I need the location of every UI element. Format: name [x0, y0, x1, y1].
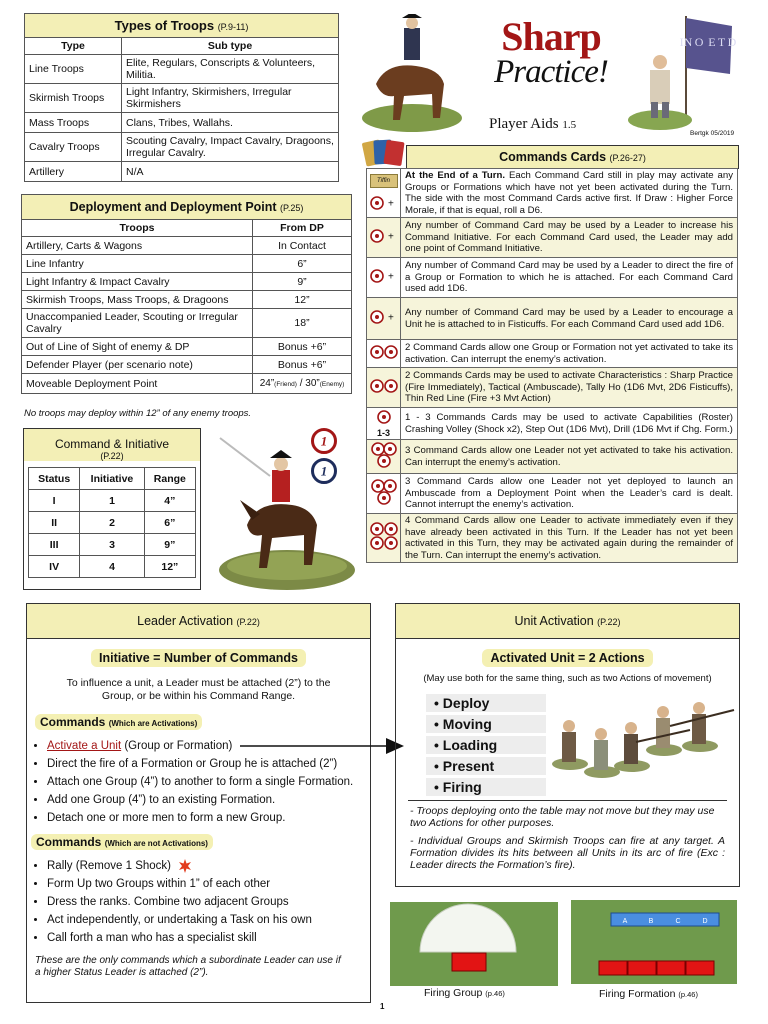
table-cell: 3 [80, 534, 144, 556]
svg-text:+: + [387, 198, 394, 210]
list-item: • Direct the fire of a Formation or Group he is attached (2”) [47, 755, 370, 773]
deployment-title: Deployment and Deployment Point (P.25) [22, 195, 352, 220]
table-cell: III [29, 534, 80, 556]
command-card-row [367, 340, 738, 368]
command-card-cost-icon [367, 258, 401, 298]
command-card-cost-icon [367, 514, 401, 563]
command-card-body-text: 2 Command Cards allow one Group or Formation not yet activated to take its activation. Can interrupt the enemy’s activation. [405, 342, 733, 365]
command-card-body-text: 4 Command Cards allow one Leader to activate immediately even if they have already been activated in this Turn. If the Leader has not yet been activated in this Turn, they may be activated again during the remainder of the Turn. Can interrupt the enemy’s activation. [405, 515, 733, 561]
command-card-row [367, 440, 738, 474]
leader-influence-text: To influence a unit, a Leader must be attached (2”) to the Group, or be within his Command Range. [66, 677, 331, 702]
command-card-body-text: 2 Commands Cards may be used to activate Characteristics : Sharp Practice (Fire Immediately), Tactical (Ambuscade), Tally Ho (1D6 Mvt, 2D6 Fisticuffs), Thin Red Line (Fire +3 Mvt Action) [405, 370, 733, 405]
leader-footnote: These are the only commands which a subordinate Leader can use if a higher Status Leader is attached (2”). [35, 955, 341, 978]
table-cell: Artillery [25, 162, 122, 182]
actions-pill: Activated Unit = 2 Actions [482, 649, 652, 667]
command-card-row [367, 514, 738, 563]
cavalry-officer-miniature [212, 430, 357, 592]
table-cell: Elite, Regulars, Conscripts & Volunteers, Militia. [122, 55, 339, 84]
svg-text:+: + [387, 271, 394, 283]
credit-text: Bertgk 05/2019 [690, 130, 735, 137]
troops-header-type: Type [25, 38, 122, 55]
command-card-body-text: 3 Command Cards allow one Leader not yet activated to take his activation. Can interrupt the enemy’s activation. [405, 445, 733, 468]
initiative-panel [23, 428, 201, 590]
table-cell: Cavalry Troops [25, 133, 122, 162]
player-aids-subtitle: Player Aids 1.5 [489, 116, 577, 132]
command-card-text [401, 514, 738, 563]
initiative-header-range: Range [144, 468, 195, 490]
action-moving: • Moving [426, 715, 546, 733]
command-card-text [401, 440, 738, 474]
table-cell: Skirmish Troops, Mass Troops, & Dragoons [22, 291, 253, 309]
table-cell: Bonus +6” [253, 338, 352, 356]
firing-formation-diagram [571, 900, 737, 984]
table-cell: 12” [144, 556, 195, 578]
command-card-row [367, 368, 738, 408]
table-cell: N/A [122, 162, 339, 182]
leader-title: Leader Activation (P.22) [27, 604, 370, 639]
command-card-cost-icon [367, 340, 401, 368]
table-cell: 18” [253, 309, 352, 338]
firing-formation-label: Firing Formation (p.46) [599, 988, 698, 1000]
command-card-row [367, 169, 738, 218]
list-item: • Call forth a man who has a specialist skill [47, 929, 370, 947]
command-card-cost-icon [367, 169, 401, 218]
command-card-body-text: Each Command Card still in play may activate any Groups or Formations which have not yet been activated during the Turn. The side with the most Command Cards active first. If Draw : Higher Force Morale, if that is equal, roll a D6. [405, 170, 733, 216]
action-deploy: • Deploy [426, 694, 546, 712]
commands-title: Commands Cards (P.26-27) [406, 145, 739, 169]
list-item: • Form Up two Groups within 1” of each other [47, 875, 370, 893]
svg-text:+: + [387, 231, 394, 243]
firing-group-diagram [390, 902, 558, 986]
command-card-cost-icon [367, 474, 401, 514]
page-number: 1 [380, 1002, 385, 1011]
initiative-table [28, 467, 196, 578]
table-cell: 6” [144, 512, 195, 534]
logo-line-2: Practice! [494, 54, 608, 90]
command-card-bold-text: At the End of a Turn. [405, 170, 506, 181]
formation-letter-c: C [675, 918, 681, 925]
formation-letter-d: D [702, 918, 708, 925]
command-card-cost-icon [367, 298, 401, 340]
command-card-text [401, 258, 738, 298]
table-cell: IV [29, 556, 80, 578]
non-activation-heading: Commands (Which are not Activations) [31, 834, 213, 850]
command-card-cost-icon [367, 408, 401, 440]
table-cell: Skirmish Troops [25, 84, 122, 113]
command-card-text [401, 218, 738, 258]
table-cell: Unaccompanied Leader, Scouting or Irregular Cavalry [22, 309, 253, 338]
leader-activation-panel [26, 603, 371, 1003]
action-loading: • Loading [426, 736, 546, 754]
table-cell: 9” [144, 534, 195, 556]
status-token-red-label: 1 [320, 433, 328, 449]
actions-note: (May use both for the same thing, such as two Actions of movement) [423, 673, 712, 684]
initiative-header-status: Status [29, 468, 80, 490]
command-card-text [401, 474, 738, 514]
moveable-dp-label: Moveable Deployment Point [22, 374, 253, 394]
table-cell: Scouting Cavalry, Impact Cavalry, Dragoons, Irregular Cavalry. [122, 133, 339, 162]
command-card-cost-icon [367, 368, 401, 408]
status-token-blue-label: 1 [320, 463, 328, 479]
command-card-body-text: Any number of Command Card may be used by a Leader to direct the fire of a Group or Formation to which he is attached. For each Command Card used add 1D6. [405, 260, 733, 295]
table-cell: 9” [253, 273, 352, 291]
flag-bearer-miniature [620, 12, 740, 134]
table-cell: II [29, 512, 80, 534]
tiffin-card-icon: Tiffin [370, 174, 398, 188]
table-cell: 4” [144, 490, 195, 512]
list-item: • Rally (Remove 1 Shock) [47, 857, 370, 875]
formation-letter-b: B [648, 918, 654, 925]
table-cell: Bonus +6” [253, 356, 352, 374]
command-card-body-text: 3 Command Cards allow one Leader not yet deployed to launch an Ambuscade from a Deployment Point when the Leader’s card is dealt. Cannot interrupt the enemy’s activation. [405, 476, 733, 511]
formation-letter-a: A [622, 918, 628, 925]
table-cell: Clans, Tribes, Wallahs. [122, 113, 339, 133]
firing-group-label: Firing Group (p.46) [424, 987, 505, 999]
table-cell: Line Infantry [22, 255, 253, 273]
table-cell: Light Infantry & Impact Cavalry [22, 273, 253, 291]
status-token-red [311, 428, 337, 454]
command-card-row [367, 298, 738, 340]
status-token-blue [311, 458, 337, 484]
list-item: • Dress the ranks. Combine two adjacent Groups [47, 893, 370, 911]
action-present: • Present [426, 757, 546, 775]
table-cell: Line Troops [25, 55, 122, 84]
command-card-text [401, 408, 738, 440]
flag-text: IN O E T D [679, 35, 737, 49]
list-item: • Detach one or more men to form a new Group. [47, 809, 370, 827]
command-card-body-text: 1 - 3 Commands Cards may be used to activate Capabilities (Roster) Crashing Volley (Shock x2), Step Out (1D6 Mvt), Drill (1D6 Mvt if Chg. Form.) [405, 412, 733, 435]
command-card-row [367, 408, 738, 440]
table-cell: 4 [80, 556, 144, 578]
table-cell: 2 [80, 512, 144, 534]
table-cell: 6” [253, 255, 352, 273]
table-cell: Mass Troops [25, 113, 122, 133]
action-firing: • Firing [426, 778, 546, 796]
table-cell: 1 [80, 490, 144, 512]
deployment-header-dp: From DP [253, 220, 352, 237]
mounted-officer-miniature [356, 14, 468, 134]
list-item: • Activate a Unit (Group or Formation) [47, 737, 370, 755]
command-card-row [367, 474, 738, 514]
shock-marker-icon [178, 859, 192, 873]
logo-line-1: Sharp [501, 14, 601, 59]
troops-title: Types of Troops (P.9-11) [25, 14, 339, 38]
command-card-row [367, 218, 738, 258]
command-card-text [401, 298, 738, 340]
deployment-header-troops: Troops [22, 220, 253, 237]
table-cell: 12” [253, 291, 352, 309]
initiative-pill: Initiative = Number of Commands [91, 649, 306, 667]
initiative-header-initiative: Initiative [80, 468, 144, 490]
command-cards-icon [360, 137, 408, 169]
command-card-cost-label: 1-3 [376, 427, 390, 438]
infantry-group-miniature [540, 702, 735, 782]
table-cell: I [29, 490, 80, 512]
command-card-row [367, 258, 738, 298]
unit-note-deploy: - Troops deploying onto the table may not move but they may use two Actions for other purposes. [410, 805, 715, 829]
list-item: • Add one Group (4”) to an existing Formation. [47, 791, 370, 809]
table-cell: Light Infantry, Skirmishers, Irregular Skirmishers [122, 84, 339, 113]
svg-text:+: + [387, 312, 394, 324]
command-card-text [401, 340, 738, 368]
deployment-table [21, 194, 352, 394]
command-card-text [401, 368, 738, 408]
list-item: • Attach one Group (4”) to another to form a single Formation. [47, 773, 370, 791]
command-card-text [401, 169, 738, 218]
list-item: • Act independently, or undertaking a Task on his own [47, 911, 370, 929]
game-logo [486, 14, 616, 90]
initiative-title: Command & Initiative (P.22) [24, 429, 200, 461]
command-card-cost-icon [367, 218, 401, 258]
table-cell: Out of Line of Sight of enemy & DP [22, 338, 253, 356]
moveable-dp-value: 24”(Friend) / 30”(Enemy) [253, 374, 352, 394]
unit-title: Unit Activation (P.22) [396, 604, 739, 639]
commands-heading: Commands (Which are Activations) [35, 714, 202, 730]
non-activation-commands-list [27, 857, 370, 947]
commands-cards-table [366, 168, 738, 563]
deployment-note: No troops may deploy within 12” of any enemy troops. [24, 408, 252, 419]
table-cell: Artillery, Carts & Wagons [22, 237, 253, 255]
arrow-connector [240, 736, 405, 756]
unit-note-firing: - Individual Groups and Skirmish Troops can fire at any target. A Formation divides its hits between all Units in its arc of fire (Exc : Leader directs the Formation’s fire). [410, 835, 725, 871]
table-cell: Defender Player (per scenario note) [22, 356, 253, 374]
command-card-body-text: Any number of Command Card may be used by a Leader to increase his Command Initiative. For each Command Card used, the Leader may add one point of Command Initiative. [405, 220, 733, 255]
troops-header-subtype: Sub type [122, 38, 339, 55]
troops-table [24, 13, 339, 182]
table-cell: In Contact [253, 237, 352, 255]
command-card-cost-icon [367, 440, 401, 474]
command-card-body-text: Any number of Command Card may be used by a Leader to encourage a Unit he is attached to in Fisticuffs. For each Command Card used add 1D6. [405, 307, 733, 330]
